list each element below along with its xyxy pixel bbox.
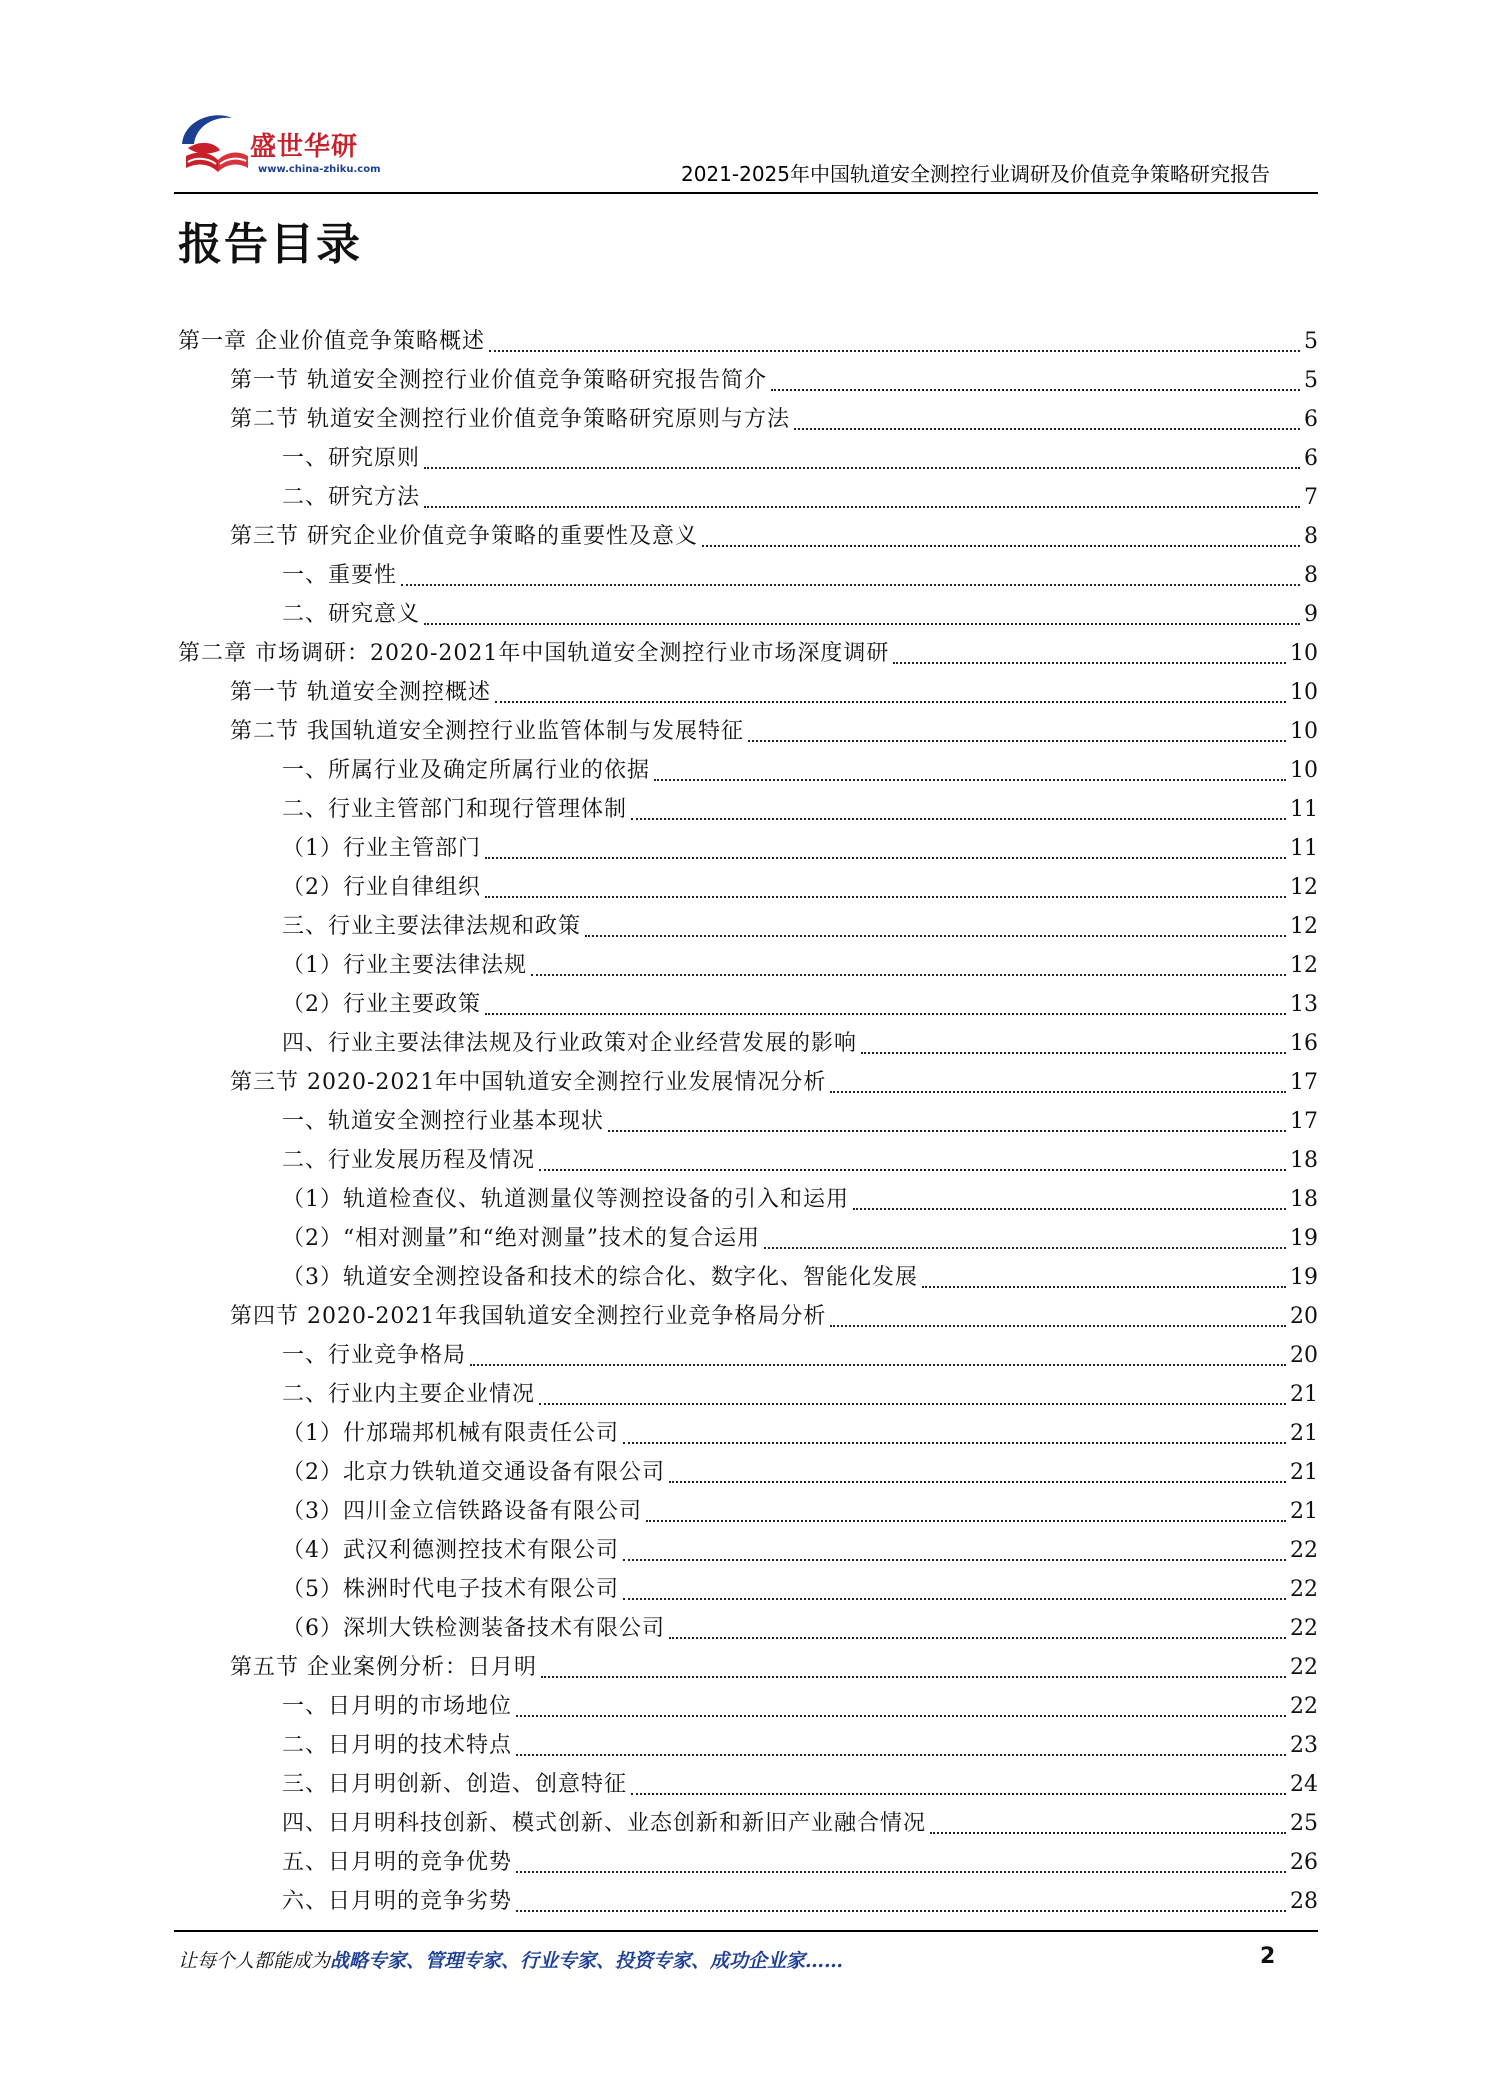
toc-leader-dots [516, 1715, 1286, 1717]
toc-entry-page: 21 [1290, 1421, 1318, 1446]
toc-entry[interactable] [178, 400, 1318, 439]
toc-entry-page: 20 [1290, 1343, 1318, 1368]
toc-entry[interactable] [178, 634, 1318, 673]
toc-entry-page: 11 [1290, 836, 1318, 861]
toc-entry-title: 一、日月明的市场地位 [282, 1694, 513, 1719]
toc-leader-dots [623, 1442, 1286, 1444]
toc-leader-dots [539, 1403, 1286, 1405]
toc-entry-page: 28 [1290, 1889, 1318, 1914]
toc-entry[interactable] [178, 1102, 1318, 1141]
page-title: 报告目录 [178, 219, 362, 270]
toc-entry[interactable] [178, 322, 1318, 361]
toc-entry[interactable] [178, 1492, 1318, 1531]
toc-entry-page: 17 [1290, 1070, 1318, 1095]
toc-entry-title: （5）株洲时代电子技术有限公司 [282, 1577, 619, 1602]
toc-entry[interactable] [178, 673, 1318, 712]
toc-leader-dots [893, 662, 1286, 664]
toc-entry[interactable] [178, 1687, 1318, 1726]
toc-entry-page: 20 [1290, 1304, 1318, 1329]
toc-entry-title: 第三节 2020-2021年中国轨道安全测控行业发展情况分析 [230, 1070, 827, 1095]
toc-entry-title: 二、行业发展历程及情况 [282, 1148, 536, 1173]
logo-name: 盛世华研 [250, 132, 359, 162]
footer-slogan-roles: 战略专家、管理专家、行业专家、投资专家、成功企业家…… [330, 1950, 844, 1972]
toc-entry[interactable] [178, 790, 1318, 829]
toc-leader-dots [541, 1676, 1286, 1678]
toc-entry[interactable] [178, 1336, 1318, 1375]
toc-leader-dots [623, 1598, 1286, 1600]
toc-entry-title: 五、日月明的竞争优势 [282, 1850, 513, 1875]
toc-leader-dots [485, 896, 1286, 898]
toc-entry-title: 二、行业内主要企业情况 [282, 1382, 536, 1407]
toc-leader-dots [631, 818, 1286, 820]
toc-entry-page: 22 [1290, 1538, 1318, 1563]
toc-leader-dots [585, 935, 1286, 937]
toc-entry-page: 22 [1290, 1616, 1318, 1641]
toc-entry-page: 22 [1290, 1694, 1318, 1719]
toc-entry[interactable] [178, 1843, 1318, 1882]
toc-entry-page: 5 [1304, 368, 1318, 393]
toc-entry-page: 18 [1290, 1148, 1318, 1173]
toc-entry-title: （1）行业主要法律法规 [282, 953, 527, 978]
toc-entry-title: 第二章 市场调研：2020-2021年中国轨道安全测控行业市场深度调研 [178, 641, 890, 666]
toc-entry[interactable] [178, 985, 1318, 1024]
toc-entry-page: 16 [1290, 1031, 1318, 1056]
toc-entry[interactable] [178, 595, 1318, 634]
toc-entry[interactable] [178, 1024, 1318, 1063]
toc-entry[interactable] [178, 907, 1318, 946]
toc-entry-title: 一、行业竞争格局 [282, 1343, 467, 1368]
toc-leader-dots [702, 545, 1300, 547]
toc-entry[interactable] [178, 712, 1318, 751]
toc-entry-page: 6 [1304, 446, 1318, 471]
toc-entry-title: 一、重要性 [282, 563, 398, 588]
toc-entry-page: 18 [1290, 1187, 1318, 1212]
page-number: 2 [1260, 1944, 1276, 1969]
toc-leader-dots [930, 1832, 1286, 1834]
toc-leader-dots [646, 1520, 1286, 1522]
toc-entry-title: （3）轨道安全测控设备和技术的综合化、数字化、智能化发展 [282, 1265, 918, 1290]
toc-entry[interactable] [178, 1063, 1318, 1102]
toc-entry[interactable] [178, 946, 1318, 985]
toc-entry[interactable] [178, 478, 1318, 517]
toc-leader-dots [631, 1793, 1286, 1795]
toc-entry-title: 六、日月明的竞争劣势 [282, 1889, 513, 1914]
toc-entry-page: 24 [1290, 1772, 1318, 1797]
toc-leader-dots [861, 1052, 1286, 1054]
toc-entry-title: 第二节 我国轨道安全测控行业监管体制与发展特征 [230, 719, 744, 744]
toc-entry-page: 19 [1290, 1226, 1318, 1251]
toc-entry-page: 21 [1290, 1499, 1318, 1524]
toc-entry-title: （3）四川金立信铁路设备有限公司 [282, 1499, 642, 1524]
toc-leader-dots [830, 1325, 1286, 1327]
brand-logo [174, 104, 384, 184]
toc-entry-page: 21 [1290, 1382, 1318, 1407]
toc-leader-dots [470, 1364, 1286, 1366]
toc-entry[interactable] [178, 1414, 1318, 1453]
toc-leader-dots [485, 1013, 1286, 1015]
toc-entry[interactable] [178, 1765, 1318, 1804]
toc-entry-title: 第二节 轨道安全测控行业价值竞争策略研究原则与方法 [230, 407, 790, 432]
toc-leader-dots [424, 623, 1300, 625]
toc-entry-title: 第一章 企业价值竞争策略概述 [178, 329, 485, 354]
toc-entry-title: （1）轨道检查仪、轨道测量仪等测控设备的引入和运用 [282, 1187, 849, 1212]
table-of-contents [178, 322, 1318, 1921]
toc-leader-dots [401, 584, 1300, 586]
toc-entry-title: 二、研究方法 [282, 485, 421, 510]
toc-entry[interactable] [178, 1297, 1318, 1336]
toc-entry-page: 12 [1290, 914, 1318, 939]
toc-entry-title: 一、轨道安全测控行业基本现状 [282, 1109, 605, 1134]
toc-leader-dots [853, 1208, 1286, 1210]
toc-entry-title: （2）行业主要政策 [282, 992, 481, 1017]
toc-entry[interactable] [178, 829, 1318, 868]
toc-entry-page: 5 [1304, 329, 1318, 354]
toc-entry-page: 22 [1290, 1655, 1318, 1680]
toc-entry[interactable] [178, 556, 1318, 595]
toc-entry-title: 二、研究意义 [282, 602, 421, 627]
toc-entry[interactable] [178, 517, 1318, 556]
toc-leader-dots [654, 779, 1286, 781]
toc-entry-page: 10 [1290, 719, 1318, 744]
toc-entry-title: 第一节 轨道安全测控概述 [230, 680, 491, 705]
toc-entry[interactable] [178, 439, 1318, 478]
header-divider [174, 192, 1318, 194]
toc-entry-page: 26 [1290, 1850, 1318, 1875]
toc-leader-dots [539, 1169, 1286, 1171]
toc-entry-page: 12 [1290, 953, 1318, 978]
toc-entry-title: （2）北京力铁轨道交通设备有限公司 [282, 1460, 665, 1485]
toc-entry-title: 三、日月明创新、创造、创意特征 [282, 1772, 628, 1797]
toc-entry-title: 四、日月明科技创新、模式创新、业态创新和新旧产业融合情况 [282, 1811, 927, 1836]
footer-slogan-lead: 让每个人都能成为 [178, 1950, 331, 1972]
toc-leader-dots [764, 1247, 1286, 1249]
toc-entry[interactable] [178, 1648, 1318, 1687]
toc-entry-page: 19 [1290, 1265, 1318, 1290]
toc-entry-page: 25 [1290, 1811, 1318, 1836]
toc-entry-title: （2）“相对测量”和“绝对测量”技术的复合运用 [282, 1226, 760, 1251]
toc-leader-dots [771, 389, 1300, 391]
toc-entry-title: 一、所属行业及确定所属行业的依据 [282, 758, 651, 783]
toc-entry[interactable] [178, 1180, 1318, 1219]
toc-leader-dots [516, 1871, 1286, 1873]
toc-leader-dots [424, 506, 1300, 508]
toc-leader-dots [922, 1286, 1286, 1288]
toc-entry[interactable] [178, 751, 1318, 790]
toc-entry-page: 9 [1304, 602, 1318, 627]
toc-entry-page: 11 [1290, 797, 1318, 822]
toc-leader-dots [830, 1091, 1286, 1093]
toc-entry-title: 第四节 2020-2021年我国轨道安全测控行业竞争格局分析 [230, 1304, 827, 1329]
toc-entry-title: 四、行业主要法律法规及行业政策对企业经营发展的影响 [282, 1031, 858, 1056]
toc-entry[interactable] [178, 1882, 1318, 1921]
toc-entry[interactable] [178, 1726, 1318, 1765]
toc-leader-dots [669, 1481, 1286, 1483]
toc-entry-page: 23 [1290, 1733, 1318, 1758]
toc-entry-page: 13 [1290, 992, 1318, 1017]
toc-entry-title: 三、行业主要法律法规和政策 [282, 914, 582, 939]
toc-entry[interactable] [178, 361, 1318, 400]
toc-entry-title: （6）深圳大铁检测装备技术有限公司 [282, 1616, 665, 1641]
toc-entry[interactable] [178, 1258, 1318, 1297]
toc-entry[interactable] [178, 1219, 1318, 1258]
toc-leader-dots [748, 740, 1286, 742]
toc-entry[interactable] [178, 1531, 1318, 1570]
book-swoosh-icon [174, 104, 254, 184]
toc-entry-page: 10 [1290, 680, 1318, 705]
toc-entry-page: 8 [1304, 563, 1318, 588]
toc-entry[interactable] [178, 1453, 1318, 1492]
toc-entry-title: 第一节 轨道安全测控行业价值竞争策略研究报告简介 [230, 368, 767, 393]
toc-entry[interactable] [178, 1141, 1318, 1180]
toc-leader-dots [489, 350, 1300, 352]
toc-entry-page: 8 [1304, 524, 1318, 549]
toc-leader-dots [669, 1637, 1286, 1639]
toc-entry-page: 22 [1290, 1577, 1318, 1602]
toc-leader-dots [516, 1754, 1286, 1756]
report-header-title: 2021-2025年中国轨道安全测控行业调研及价值竞争策略研究报告 [680, 162, 1270, 186]
toc-entry-page: 10 [1290, 758, 1318, 783]
toc-leader-dots [485, 857, 1286, 859]
toc-entry-page: 17 [1290, 1109, 1318, 1134]
footer-divider [174, 1930, 1318, 1932]
toc-entry-page: 21 [1290, 1460, 1318, 1485]
toc-leader-dots [424, 467, 1300, 469]
toc-leader-dots [531, 974, 1286, 976]
toc-leader-dots [495, 701, 1286, 703]
toc-entry-title: （1）行业主管部门 [282, 836, 481, 861]
toc-leader-dots [794, 428, 1300, 430]
toc-entry-title: （1）什邡瑞邦机械有限责任公司 [282, 1421, 619, 1446]
logo-url: www.china-zhiku.com [258, 164, 381, 175]
toc-entry[interactable] [178, 1375, 1318, 1414]
toc-entry-title: 第三节 研究企业价值竞争策略的重要性及意义 [230, 524, 698, 549]
toc-entry-title: 二、日月明的技术特点 [282, 1733, 513, 1758]
toc-entry-title: 第五节 企业案例分析：日月明 [230, 1655, 537, 1680]
toc-entry[interactable] [178, 1609, 1318, 1648]
toc-leader-dots [516, 1910, 1286, 1912]
footer-slogan [178, 1946, 843, 1973]
toc-entry-page: 10 [1290, 641, 1318, 666]
toc-leader-dots [608, 1130, 1286, 1132]
toc-entry-title: 二、行业主管部门和现行管理体制 [282, 797, 628, 822]
toc-entry-page: 7 [1304, 485, 1318, 510]
toc-entry-page: 12 [1290, 875, 1318, 900]
toc-leader-dots [623, 1559, 1286, 1561]
toc-entry[interactable] [178, 1804, 1318, 1843]
toc-entry-title: （4）武汉利德测控技术有限公司 [282, 1538, 619, 1563]
toc-entry-title: 一、研究原则 [282, 446, 421, 471]
toc-entry-title: （2）行业自律组织 [282, 875, 481, 900]
toc-entry[interactable] [178, 868, 1318, 907]
toc-entry-page: 6 [1304, 407, 1318, 432]
toc-entry[interactable] [178, 1570, 1318, 1609]
